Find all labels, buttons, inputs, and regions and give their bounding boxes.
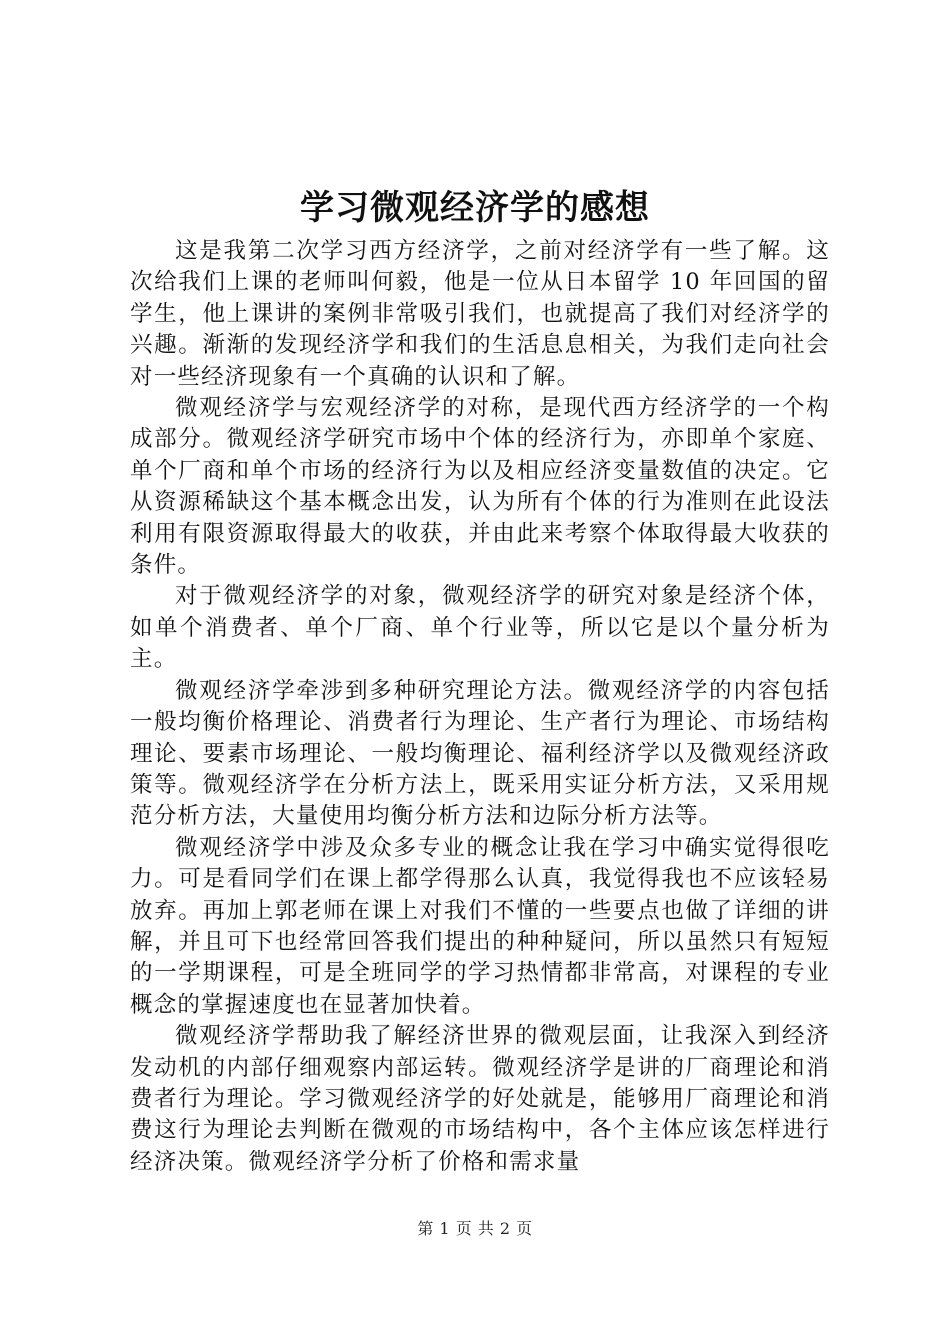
paragraph-6: 微观经济学帮助我了解经济世界的微观层面，让我深入到经济发动机的内部仔细观察内部运转。微观经济学是讲的厂商理论和消费者行为理论。学习微观经济学的好处就是，能够用厂商理论和消费这行为理论去判断在微观的市场结构中，各个主体应该怎样进行经济决策。微观经济学分析了价格和需求量 xyxy=(130,1023,830,1175)
paragraph-5: 微观经济学中涉及众多专业的概念让我在学习中确实觉得很吃力。可是看同学们在课上都学得那么认真，我觉得我也不应该轻易放弃。再加上郭老师在课上对我们不懂的一些要点也做了详细的讲解，并且可下也经常回答我们提出的种种疑问，所以虽然只有短短的一学期课程，可是全班同学的学习热情都非常高，对课程的专业概念的掌握速度也在显著加快着。 xyxy=(130,834,830,1018)
paragraph-4: 微观经济学牵涉到多种研究理论方法。微观经济学的内容包括一般均衡价格理论、消费者行为理论、生产者行为理论、市场结构理论、要素市场理论、一般均衡理论、福利经济学以及微观经济政策等。微观经济学在分析方法上，既采用实证分析方法，又采用规范分析方法，大量使用均衡分析方法和边际分析方法等。 xyxy=(130,677,830,830)
page-number-footer: 第 1 页 共 2 页 xyxy=(417,1219,533,1238)
paragraph-1: 这是我第二次学习西方经济学，之前对经济学有一些了解。这次给我们上课的老师叫何毅，他是一位从日本留学 10 年回国的留学生，他上课讲的案例非常吸引我们，也就提高了我们对经济学的兴趣。渐渐的发现经济学和我们的生活息息相关，为我们走向社会对一些经济现象有一个真确的认识和了解。 xyxy=(130,238,830,390)
document-body xyxy=(130,236,830,1178)
paragraph-2: 微观经济学与宏观经济学的对称，是现代西方经济学的一个构成部分。微观经济学研究市场中个体的经济行为，亦即单个家庭、单个厂商和单个市场的经济行为以及相应经济变量数值的决定。它从资源稀缺这个基本概念出发，认为所有个体的行为准则在此设法利用有限资源取得最大的收获，并由此来考察个体取得最大收获的条件。 xyxy=(130,395,830,579)
document-title: 学习微观经济学的感想 xyxy=(300,188,650,228)
paragraph-3: 对于微观经济学的对象，微观经济学的研究对象是经济个体，如单个消费者、单个厂商、单个行业等，所以它是以个量分析为主。 xyxy=(130,583,830,673)
